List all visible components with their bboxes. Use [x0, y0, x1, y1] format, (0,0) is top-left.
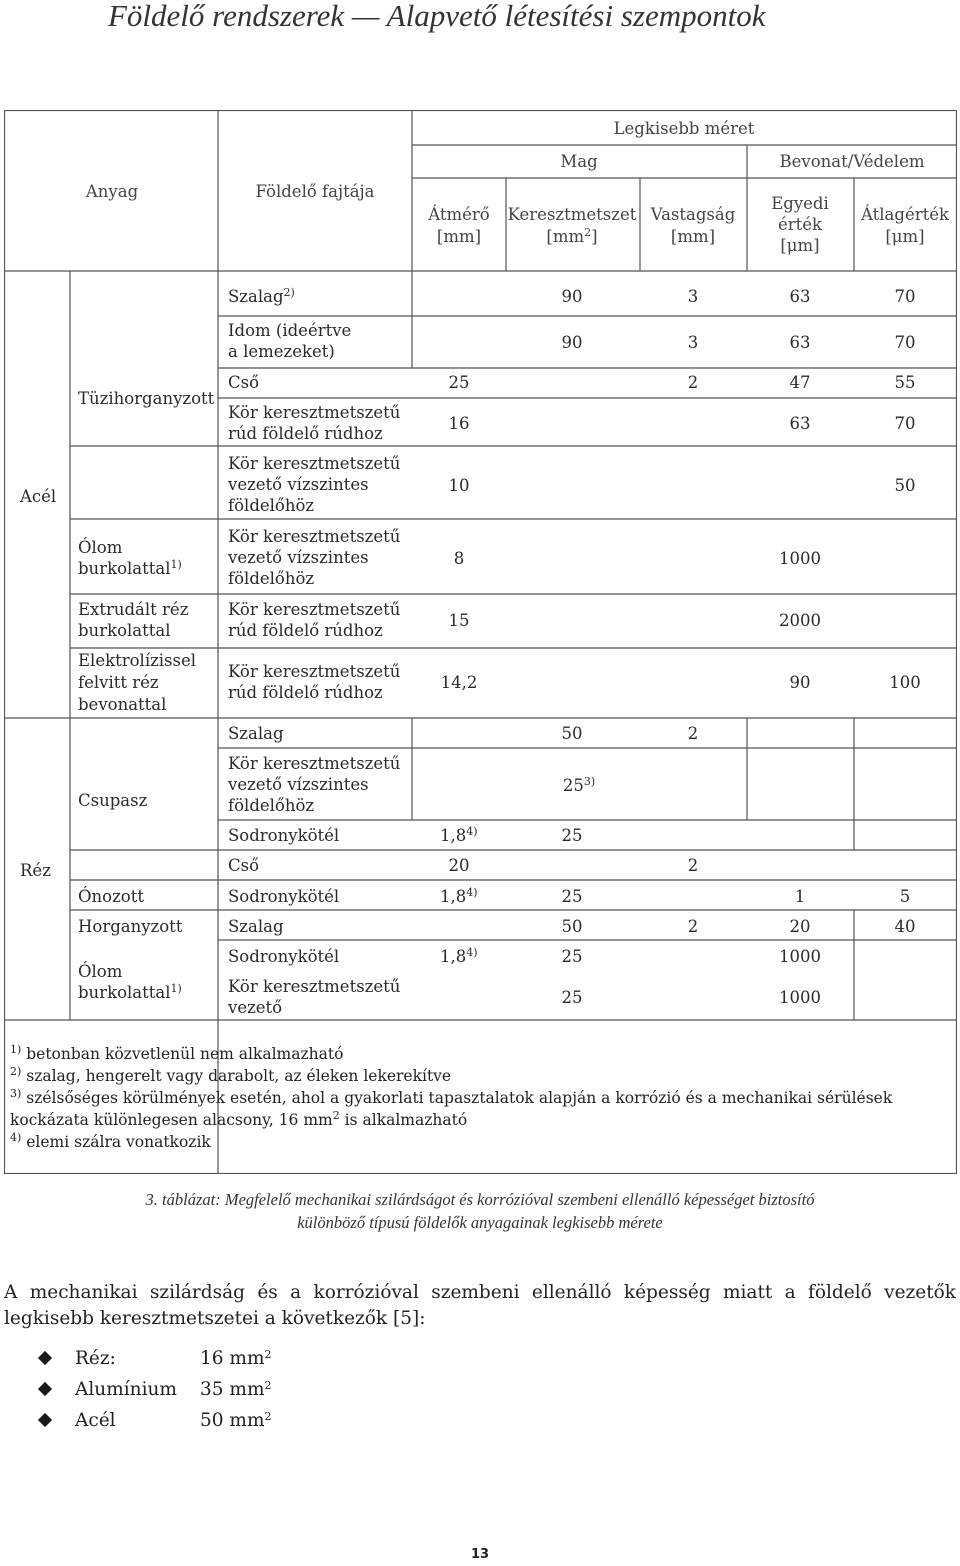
cell-r2-cross: 90: [561, 333, 583, 352]
type-round-horizontal-3: földelőhöz: [228, 496, 315, 515]
cell-r1-single: 63: [789, 287, 811, 306]
sub-electrolytic-3: bevonattal: [78, 695, 167, 714]
cell-r13-cross: 25: [561, 887, 583, 906]
type-round-horizontal-cu-2: vezető vízszintes: [228, 775, 369, 794]
sub-lead-cu: Ólom: [78, 962, 123, 981]
type-stranded-tinned: Sodronykötél: [228, 887, 340, 906]
sub-bare: Csupasz: [78, 791, 148, 810]
cell-r3-diam: 25: [448, 373, 470, 392]
footnote-4: $^{4)}$ elemi szálra vonatkozik: [10, 1131, 211, 1151]
cell-r14-avg: 40: [894, 917, 916, 936]
cell-r6-diam: 8: [453, 549, 465, 568]
header-min-size: Legkisebb méret: [613, 119, 755, 138]
bullet-diamond-icon: [38, 1351, 52, 1365]
footnote-3: $^{3)}$ szélsőséges körülmények esetén, ahol a gyakorlati tapasztalatok alapján a korrózió és a mechanikai sérülések: [10, 1087, 893, 1107]
cell-r5-avg: 50: [894, 476, 916, 495]
list-item-value: 50 $mm^2$: [200, 1410, 272, 1431]
sub-extruded: Extrudált réz: [78, 600, 189, 619]
cell-r10-cross: 25$^{3)}$: [562, 775, 596, 795]
type-stranded-cu: Sodronykötél: [228, 826, 340, 845]
page-title: Földelő rendszerek — Alapvető létesítési szempontok: [108, 0, 766, 33]
cell-r4-diam: 16: [448, 414, 470, 433]
cell-r9-cross: 50: [561, 724, 583, 743]
list-item-label: Alumínium: [75, 1379, 177, 1400]
cell-r5-diam: 10: [448, 476, 470, 495]
type-round-conductor-2: vezető: [228, 998, 283, 1017]
type-tape-galvanized-cu: Szalag: [228, 917, 284, 936]
header-material: Anyag: [85, 182, 139, 201]
header-core: Mag: [560, 152, 598, 171]
cell-r2-avg: 70: [894, 333, 916, 352]
cell-r4-avg: 70: [894, 414, 916, 433]
header-cross-section-unit: $[mm^2]$: [546, 226, 598, 246]
cell-r15-single: 1000: [779, 947, 821, 966]
cell-r13-diam: 1,8$^{4)}$: [440, 886, 478, 906]
cell-r8-diam: 14,2: [440, 673, 478, 692]
sub-lead-coated: Ólom: [78, 538, 123, 557]
cell-r3-single: 47: [789, 373, 811, 392]
bullet-diamond-icon: [38, 1413, 52, 1427]
type-round-rod-2: rúd földelő rúdhoz: [228, 424, 383, 443]
cell-r8-avg: 100: [889, 673, 921, 692]
table-grid: [4, 110, 957, 1174]
header-type: Földelő fajtája: [255, 182, 375, 201]
table-caption-2: különböző típusú földelők anyagainak legkisebb mérete: [297, 1213, 663, 1232]
cell-r7-single: 2000: [779, 611, 821, 630]
footnote-1: $^{1)}$ betonban közvetlenül nem alkalmazható: [10, 1043, 344, 1063]
header-single-value-2: érték: [777, 215, 823, 234]
type-round-horizontal-lead-3: földelőhöz: [228, 569, 315, 588]
cell-r9-thick: 2: [687, 724, 699, 743]
type-round-rod-electro-2: rúd földelő rúdhoz: [228, 683, 383, 702]
list-item-value: 35 $mm^2$: [200, 1379, 272, 1400]
cell-r11-cross: 25: [561, 826, 583, 845]
cell-r14-cross: 50: [561, 917, 583, 936]
header-average: Átlagérték: [861, 205, 949, 224]
sub-lead-coated-2: burkolattal$^{1)}$: [78, 558, 182, 578]
header-diameter: Átmérő: [428, 205, 490, 224]
header-cross-section: Keresztmetszet: [507, 205, 637, 224]
cell-r14-single: 20: [789, 917, 811, 936]
footnote-2: $^{2)}$ szalag, hengerelt vagy darabolt, az éleken lekerekítve: [10, 1065, 452, 1085]
header-coating: Bevonat/Védelem: [779, 152, 925, 171]
list-item-label: Acél: [75, 1410, 116, 1431]
cell-r16-cross: 25: [561, 988, 583, 1007]
cell-r1-cross: 90: [561, 287, 583, 306]
cell-r11-diam: 1,8$^{4)}$: [440, 825, 478, 845]
footnote-3-cont: kockázata különlegesen alacsony, 16 $mm^2$ is alkalmazható: [10, 1109, 468, 1129]
type-profile: Idom (ideértve: [228, 321, 352, 340]
type-round-horizontal-cu: Kör keresztmetszetű: [228, 754, 401, 773]
table-caption: 3. táblázat: Megfelelő mechanikai szilárdságot és korrózióval szembeni ellenálló képességet biztosító: [145, 1190, 815, 1209]
sub-electrolytic-2: felvitt réz: [78, 673, 159, 692]
header-thickness: Vastagság: [650, 205, 736, 224]
cell-r2-thick: 3: [687, 333, 699, 352]
sub-extruded-2: burkolattal: [78, 621, 171, 640]
cell-r3-avg: 55: [894, 373, 916, 392]
type-round-rod-extruded-2: rúd földelő rúdhoz: [228, 621, 383, 640]
header-single-value-unit: [μm]: [780, 236, 820, 255]
list-item-value: 16 $mm^2$: [200, 1348, 272, 1369]
type-profile-2: a lemezeket): [228, 342, 335, 361]
cell-r12-thick: 2: [687, 856, 699, 875]
type-round-horizontal-2: vezető vízszintes: [228, 475, 369, 494]
type-round-horizontal-cu-3: földelőhöz: [228, 796, 315, 815]
cell-r7-diam: 15: [448, 611, 470, 630]
header-single-value: Egyedi: [771, 194, 829, 213]
material-copper: Réz: [20, 861, 51, 880]
type-round-rod-electro: Kör keresztmetszetű: [228, 662, 401, 681]
min-size-table: [4, 110, 957, 1174]
cell-r16-single: 1000: [779, 988, 821, 1007]
cell-r15-cross: 25: [561, 947, 583, 966]
type-round-rod: Kör keresztmetszetű: [228, 403, 401, 422]
body-paragraph: A mechanikai szilárdság és a korrózióval szembeni ellenálló képesség miatt a földelő vezetők legkisebb keresztmetszetei a következők [5]:: [4, 1282, 956, 1329]
cell-r3-thick: 2: [687, 373, 699, 392]
type-round-horizontal: Kör keresztmetszetű: [228, 454, 401, 473]
type-round-horizontal-lead: Kör keresztmetszetű: [228, 527, 401, 546]
header-thickness-unit: [mm]: [670, 227, 716, 246]
type-round-conductor: Kör keresztmetszetű: [228, 977, 401, 996]
sub-electrolytic: Elektrolízissel: [78, 651, 197, 670]
cell-r14-thick: 2: [687, 917, 699, 936]
cell-r15-diam: 1,8$^{4)}$: [440, 946, 478, 966]
cell-r2-single: 63: [789, 333, 811, 352]
type-stranded-lead-cu: Sodronykötél: [228, 947, 340, 966]
sub-tinned: Ónozott: [78, 887, 144, 906]
cell-r13-avg: 5: [899, 887, 911, 906]
cell-r6-single: 1000: [779, 549, 821, 568]
cell-r8-single: 90: [789, 673, 811, 692]
material-steel: Acél: [20, 487, 57, 506]
cell-r4-single: 63: [789, 414, 811, 433]
type-tape-cu: Szalag: [228, 724, 284, 743]
cell-r12-diam: 20: [448, 856, 470, 875]
cell-r13-single: 1: [794, 887, 806, 906]
type-pipe: Cső: [228, 373, 260, 392]
bullet-diamond-icon: [38, 1382, 52, 1396]
type-tape: Szalag$^{2)}$: [228, 286, 295, 306]
type-round-horizontal-lead-2: vezető vízszintes: [228, 548, 369, 567]
sub-lead-cu-2: burkolattal$^{1)}$: [78, 982, 182, 1002]
cell-r1-avg: 70: [894, 287, 916, 306]
list-item-label: Réz:: [75, 1348, 116, 1369]
sub-galvanized: Tüzihorganyzott: [78, 389, 215, 408]
type-pipe-cu: Cső: [228, 856, 260, 875]
cell-r1-thick: 3: [687, 287, 699, 306]
header-average-unit: [μm]: [885, 227, 925, 246]
header-diameter-unit: [mm]: [436, 227, 482, 246]
sub-galvanized-cu: Horganyzott: [78, 917, 183, 936]
page-number: 13: [470, 1547, 490, 1562]
type-round-rod-extruded: Kör keresztmetszetű: [228, 600, 401, 619]
